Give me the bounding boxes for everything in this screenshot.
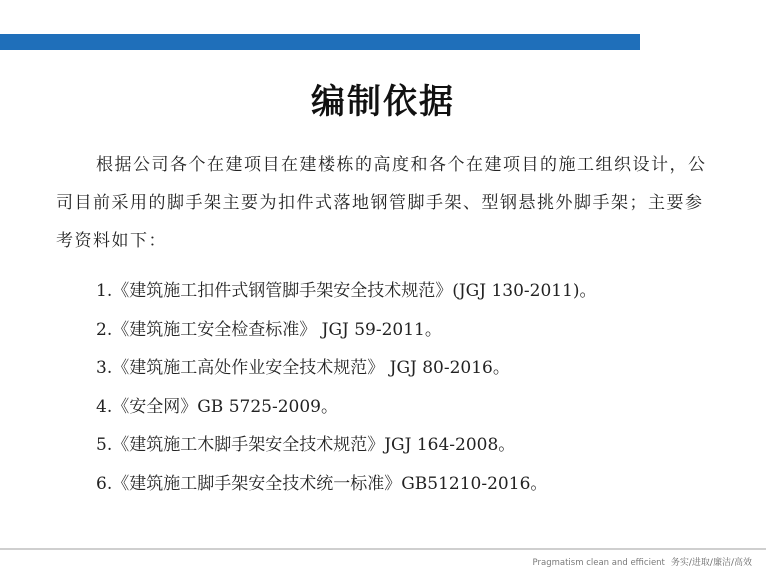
reference-item: 2.《建筑施工安全检查标准》 JGJ 59-2011。	[96, 319, 442, 340]
reference-item: 5.《建筑施工木脚手架安全技术规范》JGJ 164-2008。	[96, 435, 516, 455]
reference-item: 3.《建筑施工高处作业安全技术规范》 JGJ 80-2016。	[96, 358, 510, 378]
page-title: 编制依据	[311, 82, 455, 122]
footer-slogan-cn: 务实/进取/廉洁/高效	[670, 558, 752, 568]
intro-paragraph: 根据公司各个在建项目在建楼栋的高度和各个在建项目的施工组织设计，公司目前采用的脚手架主要为扣件式落地钢管脚手架、型钢悬挑外脚手架；主要参考资料如下：	[56, 155, 707, 251]
footer-divider	[0, 548, 766, 550]
header-accent-bar	[0, 34, 640, 50]
reference-item: 4.《安全网》GB 5725-2009。	[96, 396, 338, 417]
footer-slogan	[533, 555, 752, 568]
reference-item: 6.《建筑施工脚手架安全技术统一标准》GB51210-2016。	[96, 473, 548, 494]
reference-list	[96, 272, 736, 503]
footer-slogan-en: Pragmatism clean and efficient	[532, 558, 665, 568]
reference-item: 1.《建筑施工扣件式钢管脚手架安全技术规范》(JGJ 130-2011)。	[96, 281, 597, 301]
